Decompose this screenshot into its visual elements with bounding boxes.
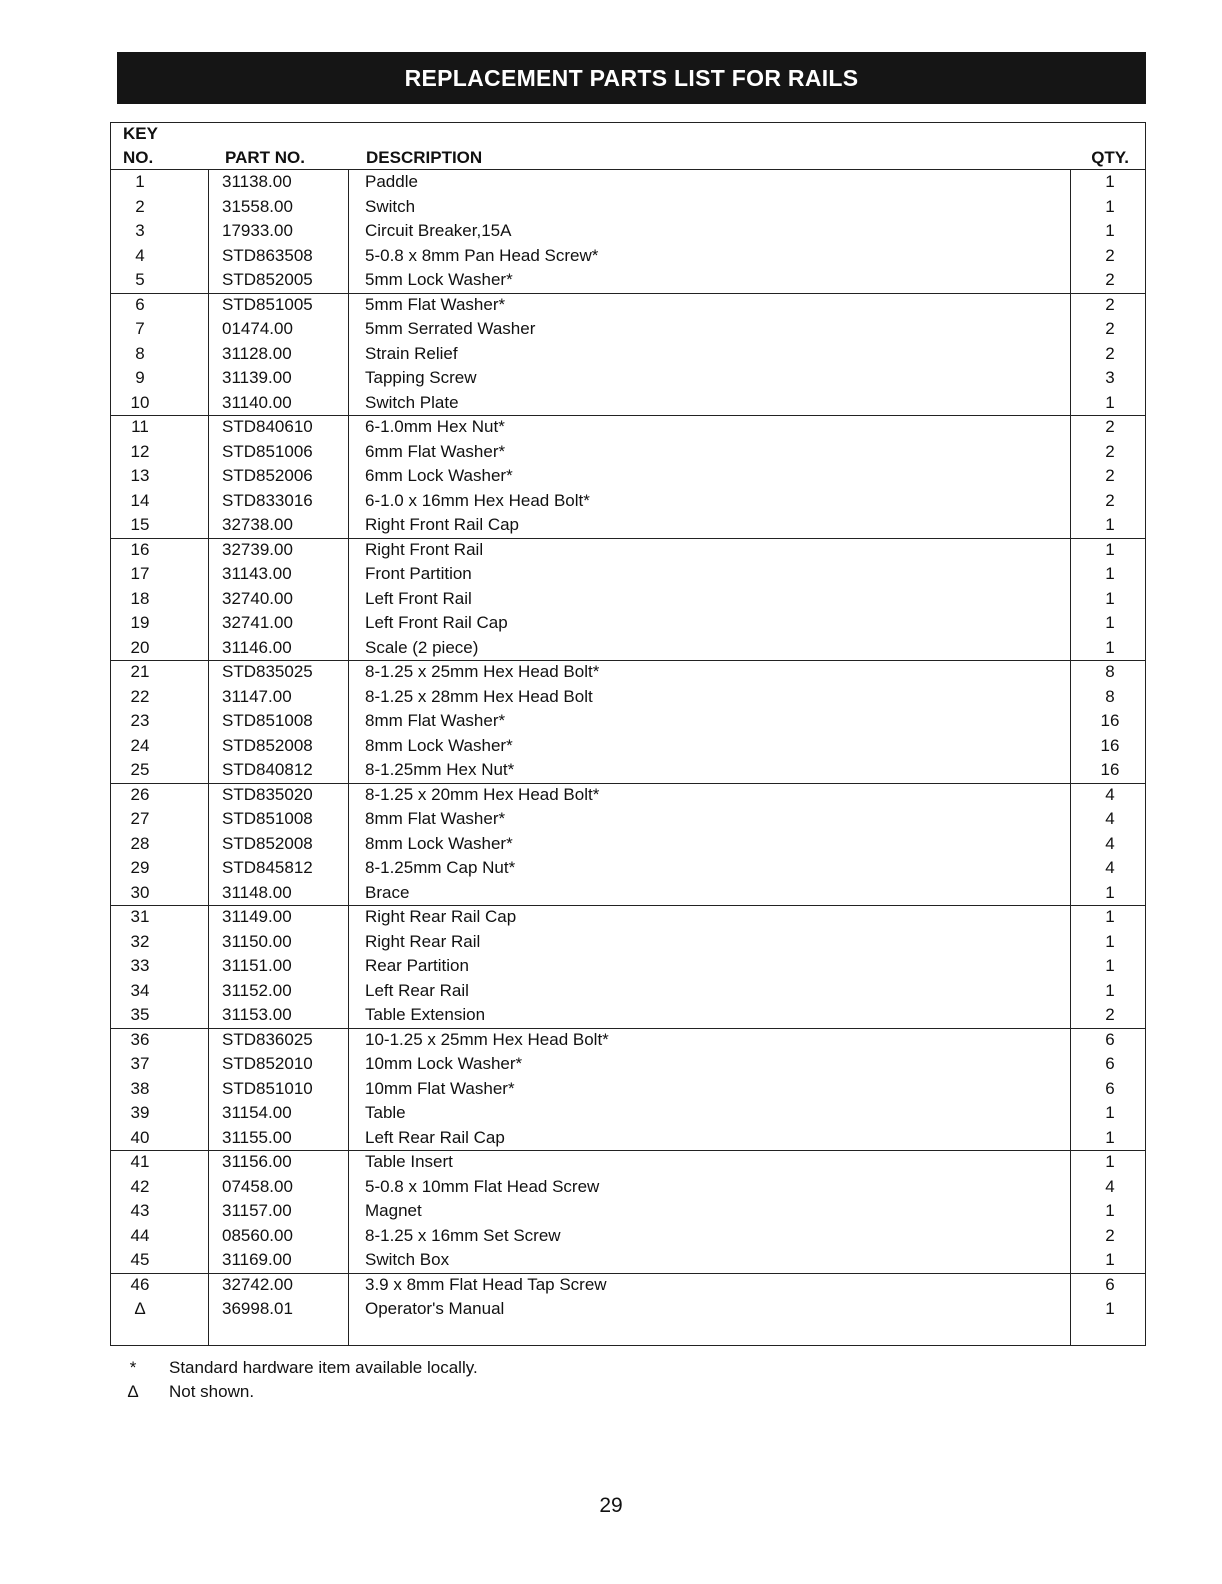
part-no-cell: 01474.00 — [222, 319, 293, 338]
table-row — [111, 1150, 1145, 1175]
part-no-cell: 31558.00 — [222, 196, 293, 216]
key-cell: 13 — [130, 466, 150, 485]
key-cell: 36 — [130, 1029, 150, 1049]
qty-cell: 2 — [1105, 343, 1115, 363]
table-row — [111, 513, 1145, 538]
key-cell: 24 — [130, 735, 150, 755]
table-row — [111, 905, 1145, 930]
group-divider — [111, 1028, 1145, 1029]
key-cell: 38 — [130, 1078, 150, 1098]
key-cell: 15 — [130, 515, 150, 534]
qty-cell: 4 — [1105, 1176, 1115, 1196]
title-bar — [117, 52, 1146, 104]
group-divider — [111, 783, 1145, 784]
part-no-cell: STD851008 — [222, 809, 313, 828]
qty-cell: 2 — [1105, 466, 1115, 485]
footnote-text: Standard hardware item available locally. — [169, 1358, 478, 1377]
qty-cell: 6 — [1105, 1274, 1115, 1294]
parts-table — [110, 122, 1146, 1346]
description-cell: 8mm Lock Washer* — [365, 833, 513, 853]
key-cell: 45 — [130, 1250, 150, 1269]
description-cell: Right Rear Rail Cap — [365, 907, 517, 926]
description-cell: 8-1.25 x 25mm Hex Head Bolt* — [365, 662, 600, 681]
description-cell: 5mm Serrated Washer — [365, 319, 536, 338]
qty-cell: 1 — [1105, 907, 1115, 926]
description-cell: Paddle — [365, 172, 418, 191]
part-no-cell: 31154.00 — [222, 1103, 292, 1122]
table-row — [111, 611, 1145, 636]
key-cell: 18 — [130, 588, 150, 608]
table-row — [111, 1199, 1145, 1224]
table-row — [111, 464, 1145, 489]
part-no-cell: 31139.00 — [222, 368, 292, 387]
key-cell: 17 — [130, 564, 150, 583]
key-cell: 5 — [135, 270, 145, 289]
description-cell: Switch — [365, 196, 416, 216]
description-cell: Right Front Rail — [365, 539, 484, 559]
part-no-cell: 31143.00 — [222, 564, 292, 583]
qty-cell: 1 — [1105, 882, 1115, 902]
qty-cell: 2 — [1105, 417, 1115, 436]
qty-cell: 1 — [1105, 539, 1115, 559]
table-row — [111, 342, 1145, 367]
qty-cell: 1 — [1105, 515, 1115, 534]
part-no-cell: 31156.00 — [222, 1152, 292, 1171]
key-cell: 34 — [130, 980, 150, 1000]
part-no-cell: STD851005 — [222, 294, 313, 314]
part-no-cell: STD863508 — [222, 245, 313, 265]
table-row — [111, 685, 1145, 710]
page-title: REPLACEMENT PARTS LIST FOR RAILS — [404, 64, 859, 91]
table-row — [111, 1077, 1145, 1102]
description-cell: 8-1.25mm Hex Nut* — [365, 760, 515, 779]
description-cell: Table Insert — [365, 1152, 453, 1171]
table-row — [111, 709, 1145, 734]
table-row — [111, 293, 1145, 318]
qty-cell: 1 — [1105, 1250, 1115, 1269]
qty-cell: 1 — [1105, 613, 1115, 632]
description-cell: Switch Plate — [365, 392, 459, 412]
table-row — [111, 1224, 1145, 1249]
part-no-cell: 32739.00 — [222, 539, 293, 559]
part-no-cell: STD852008 — [222, 833, 313, 853]
description-cell: 10-1.25 x 25mm Hex Head Bolt* — [365, 1029, 609, 1049]
description-cell: Left Rear Rail Cap — [365, 1127, 505, 1147]
table-row — [111, 758, 1145, 783]
description-cell: Scale (2 piece) — [365, 637, 479, 657]
table-row — [111, 1052, 1145, 1077]
part-no-cell: STD852008 — [222, 735, 313, 755]
table-row — [111, 268, 1145, 293]
table-row — [111, 366, 1145, 391]
key-cell: 6 — [135, 294, 145, 314]
table-row — [111, 1248, 1145, 1273]
header-key-line2: NO. — [123, 148, 154, 167]
header-qty: QTY. — [1091, 148, 1129, 167]
part-no-cell: 36998.01 — [222, 1299, 293, 1318]
description-cell: 8-1.25 x 20mm Hex Head Bolt* — [365, 784, 600, 804]
table-row — [111, 1101, 1145, 1126]
key-cell: 32 — [130, 931, 150, 951]
key-cell: 46 — [130, 1274, 150, 1294]
group-divider — [111, 905, 1145, 906]
key-cell: 10 — [130, 392, 150, 412]
part-no-cell: STD851008 — [222, 711, 313, 730]
description-cell: 10mm Lock Washer* — [365, 1054, 523, 1073]
qty-cell: 8 — [1105, 662, 1115, 681]
key-cell: 11 — [131, 417, 149, 436]
description-cell: Circuit Breaker,15A — [365, 221, 512, 240]
description-cell: 8mm Lock Washer* — [365, 735, 513, 755]
table-row — [111, 783, 1145, 808]
part-no-cell: STD833016 — [222, 490, 313, 510]
table-row — [111, 832, 1145, 857]
key-cell: 44 — [130, 1225, 150, 1245]
key-cell: 31 — [130, 907, 150, 926]
qty-cell: 16 — [1100, 711, 1120, 730]
table-row — [111, 734, 1145, 759]
description-cell: 8mm Flat Washer* — [365, 809, 506, 828]
qty-cell: 16 — [1100, 735, 1120, 755]
qty-cell: 2 — [1105, 1225, 1115, 1245]
description-cell: 5-0.8 x 10mm Flat Head Screw — [365, 1176, 600, 1196]
qty-cell: 1 — [1105, 196, 1115, 216]
part-no-cell: STD835020 — [222, 784, 313, 804]
qty-cell: 1 — [1105, 1103, 1115, 1122]
description-cell: 6mm Lock Washer* — [365, 466, 513, 485]
description-cell: Switch Box — [365, 1250, 450, 1269]
part-no-cell: 31146.00 — [222, 637, 292, 657]
key-cell: 30 — [130, 882, 150, 902]
description-cell: Front Partition — [365, 564, 472, 583]
page-number: 29 — [599, 1494, 623, 1517]
table-row — [111, 391, 1145, 416]
table-row — [111, 1175, 1145, 1200]
qty-cell: 1 — [1105, 1201, 1115, 1220]
qty-cell: 16 — [1100, 760, 1120, 779]
part-no-cell: STD845812 — [222, 858, 313, 877]
header-description: DESCRIPTION — [366, 148, 483, 167]
key-cell: 40 — [130, 1127, 150, 1147]
key-cell: 25 — [130, 760, 150, 779]
table-row — [111, 538, 1145, 563]
key-cell: 8 — [135, 343, 145, 363]
qty-cell: 8 — [1105, 686, 1115, 706]
group-divider — [111, 415, 1145, 416]
footnote-symbol: * — [129, 1358, 137, 1377]
key-cell: 43 — [130, 1201, 150, 1220]
table-row — [111, 440, 1145, 465]
part-no-cell: 32741.00 — [222, 613, 293, 632]
part-no-cell: 31153.00 — [222, 1005, 292, 1024]
qty-cell: 2 — [1105, 319, 1115, 338]
key-cell: 42 — [130, 1176, 150, 1196]
qty-cell: 1 — [1105, 980, 1115, 1000]
qty-cell: 1 — [1105, 588, 1115, 608]
key-cell: 9 — [135, 368, 145, 387]
qty-cell: 1 — [1105, 1127, 1115, 1147]
qty-cell: 1 — [1105, 637, 1115, 657]
part-no-cell: STD851010 — [222, 1078, 313, 1098]
footnote-text: Not shown. — [169, 1382, 255, 1401]
description-cell: 6-1.0mm Hex Nut* — [365, 417, 505, 436]
key-cell: 33 — [130, 956, 150, 975]
qty-cell: 6 — [1105, 1078, 1115, 1098]
key-cell: 41 — [130, 1152, 150, 1171]
qty-cell: 1 — [1105, 1152, 1115, 1171]
part-no-cell: 31169.00 — [222, 1250, 292, 1269]
part-no-cell: 31128.00 — [222, 343, 292, 363]
table-row — [111, 415, 1145, 440]
description-cell: Left Rear Rail — [365, 980, 469, 1000]
part-no-cell: 32738.00 — [222, 515, 293, 534]
table-row — [111, 1126, 1145, 1151]
key-cell: 4 — [135, 245, 145, 265]
footnote-symbol: Δ — [127, 1382, 139, 1401]
part-no-cell: 31150.00 — [222, 931, 292, 951]
description-cell: Table Extension — [365, 1005, 486, 1024]
part-no-cell: 31140.00 — [222, 392, 292, 412]
table-row — [111, 979, 1145, 1004]
description-cell: 8mm Flat Washer* — [365, 711, 506, 730]
description-cell: 6mm Flat Washer* — [365, 441, 506, 461]
part-no-cell: STD852005 — [222, 270, 313, 289]
key-cell: 2 — [135, 196, 145, 216]
qty-cell: 4 — [1105, 784, 1115, 804]
description-cell: 5mm Lock Washer* — [365, 270, 513, 289]
description-cell: Left Front Rail — [365, 588, 472, 608]
part-no-cell: STD840610 — [222, 417, 313, 436]
description-cell: Table — [365, 1103, 406, 1122]
table-row — [111, 562, 1145, 587]
table-row — [111, 1028, 1145, 1053]
part-no-cell: 32740.00 — [222, 588, 293, 608]
description-cell: Operator's Manual — [365, 1299, 505, 1318]
group-divider — [111, 293, 1145, 294]
group-divider — [111, 1150, 1145, 1151]
qty-cell: 2 — [1105, 441, 1115, 461]
key-cell: 21 — [130, 662, 150, 681]
group-divider — [111, 538, 1145, 539]
qty-cell: 1 — [1105, 931, 1115, 951]
key-cell: 19 — [130, 613, 150, 632]
description-cell: Strain Relief — [365, 343, 458, 363]
qty-cell: 1 — [1105, 221, 1115, 240]
qty-cell: 2 — [1105, 490, 1115, 510]
description-cell: Rear Partition — [365, 956, 469, 975]
key-cell: 22 — [130, 686, 150, 706]
part-no-cell: 07458.00 — [222, 1176, 293, 1196]
key-cell: 23 — [130, 711, 150, 730]
part-no-cell: 31147.00 — [222, 686, 292, 706]
part-no-cell: STD835025 — [222, 662, 313, 681]
header-key-line1: KEY — [123, 124, 158, 143]
table-row — [111, 587, 1145, 612]
key-cell: 3 — [135, 221, 145, 240]
qty-cell: 4 — [1105, 858, 1115, 877]
key-cell: 28 — [130, 833, 150, 853]
group-divider — [111, 1273, 1145, 1274]
table-row — [111, 930, 1145, 955]
description-cell: 10mm Flat Washer* — [365, 1078, 515, 1098]
description-cell: Left Front Rail Cap — [365, 613, 508, 632]
key-cell: 37 — [130, 1054, 150, 1073]
key-cell: 14 — [130, 490, 150, 510]
description-cell: 5-0.8 x 8mm Pan Head Screw* — [365, 245, 599, 265]
description-cell: 8-1.25 x 28mm Hex Head Bolt — [365, 686, 593, 706]
table-row — [111, 1297, 1145, 1322]
description-cell: 8-1.25 x 16mm Set Screw — [365, 1225, 561, 1245]
table-row — [111, 954, 1145, 979]
key-cell: 26 — [130, 784, 150, 804]
table-row — [111, 195, 1145, 220]
qty-cell: 2 — [1105, 270, 1115, 289]
qty-cell: 1 — [1105, 172, 1115, 191]
part-no-cell: 32742.00 — [222, 1274, 293, 1294]
key-cell: 27 — [130, 809, 150, 828]
description-cell: 8-1.25mm Cap Nut* — [365, 858, 516, 877]
part-no-cell: STD851006 — [222, 441, 313, 461]
qty-cell: 1 — [1105, 564, 1115, 583]
key-cell: 16 — [130, 539, 150, 559]
part-no-cell: 17933.00 — [222, 221, 293, 240]
key-cell: 12 — [130, 441, 150, 461]
part-no-cell: STD840812 — [222, 760, 313, 779]
table-row — [111, 1003, 1145, 1028]
qty-cell: 1 — [1105, 956, 1115, 975]
table-row — [111, 489, 1145, 514]
qty-cell: 6 — [1105, 1054, 1115, 1073]
table-row — [111, 1273, 1145, 1298]
part-no-cell: 31148.00 — [222, 882, 292, 902]
group-divider — [111, 660, 1145, 661]
description-cell: 6-1.0 x 16mm Hex Head Bolt* — [365, 490, 590, 510]
qty-cell: 2 — [1105, 294, 1115, 314]
part-no-cell: STD836025 — [222, 1029, 313, 1049]
table-row — [111, 170, 1145, 195]
description-cell: Brace — [365, 882, 410, 902]
header-part-no: PART NO. — [225, 148, 305, 167]
part-no-cell: STD852006 — [222, 466, 313, 485]
qty-cell: 1 — [1105, 1299, 1115, 1318]
part-no-cell: 31157.00 — [222, 1201, 292, 1220]
qty-cell: 4 — [1105, 809, 1115, 828]
qty-cell: 2 — [1105, 245, 1115, 265]
qty-cell: 1 — [1105, 392, 1115, 412]
key-cell: 1 — [135, 172, 145, 191]
table-row — [111, 807, 1145, 832]
key-cell: 29 — [130, 858, 150, 877]
key-cell: 20 — [130, 637, 150, 657]
part-no-cell: STD852010 — [222, 1054, 313, 1073]
part-no-cell: 31138.00 — [222, 172, 292, 191]
description-cell: Right Front Rail Cap — [365, 515, 520, 534]
qty-cell: 4 — [1105, 833, 1115, 853]
description-cell: Right Rear Rail — [365, 931, 481, 951]
table-row — [111, 244, 1145, 269]
table-row — [111, 636, 1145, 661]
table-row — [111, 219, 1145, 244]
key-cell: Δ — [134, 1299, 146, 1318]
description-cell: 3.9 x 8mm Flat Head Tap Screw — [365, 1274, 607, 1294]
description-cell: Tapping Screw — [365, 368, 477, 387]
table-row — [111, 881, 1145, 906]
description-cell: Magnet — [365, 1201, 422, 1220]
table-row — [111, 317, 1145, 342]
part-no-cell: 31151.00 — [222, 956, 292, 975]
part-no-cell: 31149.00 — [222, 907, 292, 926]
key-cell: 35 — [130, 1005, 150, 1024]
part-no-cell: 08560.00 — [222, 1225, 293, 1245]
qty-cell: 3 — [1105, 368, 1115, 387]
part-no-cell: 31155.00 — [222, 1127, 292, 1147]
qty-cell: 6 — [1105, 1029, 1115, 1049]
part-no-cell: 31152.00 — [222, 980, 292, 1000]
table-row — [111, 856, 1145, 881]
key-cell: 39 — [130, 1103, 150, 1122]
table-row — [111, 660, 1145, 685]
description-cell: 5mm Flat Washer* — [365, 294, 506, 314]
key-cell: 7 — [135, 319, 145, 338]
qty-cell: 2 — [1105, 1005, 1115, 1024]
